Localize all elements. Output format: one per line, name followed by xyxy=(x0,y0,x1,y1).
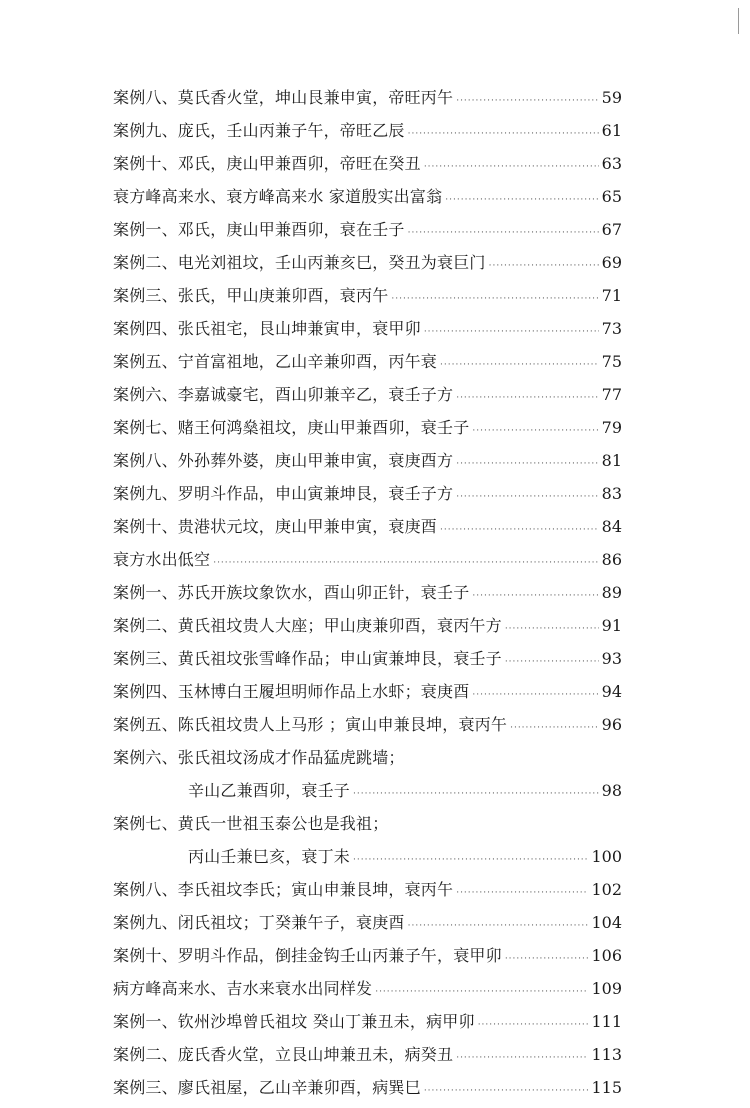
toc-leader-dots xyxy=(456,1053,588,1063)
toc-entry-title: 病方峰高来水、吉水来衰水出同样发 xyxy=(113,979,373,998)
toc-entry-title: 案例八、李氏祖坟李氏；寅山申兼艮坤，衰丙午 xyxy=(113,880,454,899)
toc-page-number: 71 xyxy=(601,286,622,305)
toc-row xyxy=(113,547,622,580)
toc-page-number: 65 xyxy=(601,187,622,206)
toc-leader-dots xyxy=(505,954,589,964)
toc-page-number: 98 xyxy=(601,781,622,800)
toc-leader-dots xyxy=(472,591,598,601)
toc-entry-title: 案例一、邓氏，庚山甲兼酉卯，衰在壬子 xyxy=(113,220,405,239)
toc-entry-title: 案例三、黄氏祖坟张雪峰作品；申山寅兼坤艮，衰壬子 xyxy=(113,649,502,668)
toc-row xyxy=(113,382,622,415)
toc-entry-title: 案例六、李嘉诚豪宅，酉山卯兼辛乙，衰壬子方 xyxy=(113,385,454,404)
toc-page-number: 86 xyxy=(601,550,622,569)
toc-leader-dots xyxy=(456,96,598,106)
page-edge-mark xyxy=(738,8,739,34)
toc-entry-title: 案例五、宁首富祖地，乙山辛兼卯酉，丙午衰 xyxy=(113,352,438,371)
toc-entry-title: 案例五、陈氏祖坟贵人上马形 ；寅山申兼艮坤，衰丙午 xyxy=(113,715,508,734)
toc-page-number: 104 xyxy=(591,913,622,932)
toc-page-number: 93 xyxy=(601,649,622,668)
toc-row xyxy=(113,877,622,910)
toc-page-number: 75 xyxy=(601,352,622,371)
toc-entry-title: 丙山壬兼巳亥，衰丁未 xyxy=(188,847,351,866)
toc-leader-dots xyxy=(510,723,599,733)
toc-page-number: 77 xyxy=(601,385,622,404)
toc-leader-dots xyxy=(505,657,599,667)
toc-entry-title: 案例二、庞氏香火堂，立艮山坤兼丑未，病癸丑 xyxy=(113,1045,454,1064)
toc-entry-title: 案例九、罗明斗作品，申山寅兼坤艮，衰壬子方 xyxy=(113,484,454,503)
toc-row xyxy=(113,679,622,712)
toc-page-number: 61 xyxy=(601,121,622,140)
toc-row xyxy=(113,910,622,943)
toc-entry-title: 案例四、张氏祖宅，艮山坤兼寅申，衰甲卯 xyxy=(113,319,421,338)
toc-row xyxy=(113,283,622,316)
toc-row xyxy=(113,151,622,184)
toc-row xyxy=(113,85,622,118)
toc-page-number: 79 xyxy=(601,418,622,437)
toc-entry-title: 案例一、钦州沙埠曾氏祖坟 癸山丁兼丑未，病甲卯 xyxy=(113,1012,475,1031)
toc-row xyxy=(113,580,622,613)
toc-row-continuation xyxy=(113,844,622,877)
toc-leader-dots xyxy=(353,789,599,799)
toc-row xyxy=(113,811,622,844)
toc-row xyxy=(113,250,622,283)
toc-page-number: 83 xyxy=(601,484,622,503)
toc-row xyxy=(113,448,622,481)
toc-page-number: 111 xyxy=(591,1012,622,1031)
toc-row xyxy=(113,118,622,151)
toc-page-number: 67 xyxy=(601,220,622,239)
toc-page-number: 109 xyxy=(591,979,622,998)
toc-leader-dots xyxy=(424,1086,589,1096)
toc-leader-dots xyxy=(456,459,598,469)
toc-entry-title: 案例十、贵港状元坟，庚山甲兼申寅，衰庚酉 xyxy=(113,517,438,536)
toc-entry-title: 案例十、邓氏，庚山甲兼酉卯，帝旺在癸丑 xyxy=(113,154,421,173)
toc-page-number: 89 xyxy=(601,583,622,602)
toc-entry-title: 案例九、闭氏祖坟；丁癸兼午子，衰庚酉 xyxy=(113,913,405,932)
toc-row xyxy=(113,1009,622,1042)
toc-leader-dots xyxy=(424,162,599,172)
toc-row xyxy=(113,745,622,778)
toc-page-number: 69 xyxy=(601,253,622,272)
toc-entry-title: 案例七、赌王何鸿燊祖坟，庚山甲兼酉卯，衰壬子 xyxy=(113,418,470,437)
toc-entry-title: 案例八、外孙葬外婆，庚山甲兼申寅，衰庚酉方 xyxy=(113,451,454,470)
toc-leader-dots xyxy=(408,129,599,139)
toc-row xyxy=(113,217,622,250)
toc-leader-dots xyxy=(408,921,589,931)
toc-page-number: 102 xyxy=(591,880,622,899)
toc-row xyxy=(113,415,622,448)
toc-page-number: 63 xyxy=(601,154,622,173)
toc-page-number: 115 xyxy=(591,1078,622,1097)
toc-entry-title: 衰方峰高来水、衰方峰高来水 家道殷实出富翁 xyxy=(113,187,443,206)
toc-row xyxy=(113,316,622,349)
toc-entry-title: 案例一、苏氏开族坟象饮水，酉山卯正针，衰壬子 xyxy=(113,583,470,602)
toc-page-number: 96 xyxy=(601,715,622,734)
toc-leader-dots xyxy=(478,1020,589,1030)
toc-page-number: 84 xyxy=(601,517,622,536)
toc-entry-title: 案例三、张氏，甲山庚兼卯酉，衰丙午 xyxy=(113,286,389,305)
toc-leader-dots xyxy=(489,261,599,271)
toc-row xyxy=(113,481,622,514)
toc-leader-dots xyxy=(472,690,598,700)
toc-entry-title: 案例十、罗明斗作品，倒挂金钩壬山丙兼子午，衰甲卯 xyxy=(113,946,502,965)
toc-leader-dots xyxy=(472,426,598,436)
toc-page-number: 73 xyxy=(601,319,622,338)
toc-leader-dots xyxy=(440,360,599,370)
toc-page-number: 59 xyxy=(601,88,622,107)
toc-row xyxy=(113,613,622,646)
toc-leader-dots xyxy=(424,327,599,337)
toc-entry-title: 案例三、廖氏祖屋，乙山辛兼卯酉，病巽巳 xyxy=(113,1078,421,1097)
toc-row xyxy=(113,184,622,217)
toc-leader-dots xyxy=(353,855,588,865)
toc-leader-dots xyxy=(408,228,599,238)
toc-row xyxy=(113,1042,622,1075)
toc-page-number: 106 xyxy=(591,946,622,965)
toc-page-number: 113 xyxy=(591,1045,622,1064)
toc-row-continuation xyxy=(113,778,622,811)
toc-entry-title: 案例六、张氏祖坟汤成才作品猛虎跳墙； xyxy=(113,748,405,767)
toc-page-number: 100 xyxy=(591,847,622,866)
toc-entry-title: 案例七、黄氏一世祖玉泰公也是我祖； xyxy=(113,814,389,833)
toc-page-number: 81 xyxy=(601,451,622,470)
toc-leader-dots xyxy=(456,888,588,898)
toc-leader-dots xyxy=(456,492,598,502)
toc-leader-dots xyxy=(505,624,599,634)
toc-row xyxy=(113,943,622,976)
toc-row xyxy=(113,1075,622,1108)
toc-leader-dots xyxy=(456,393,598,403)
toc-entry-title: 辛山乙兼酉卯，衰壬子 xyxy=(188,781,351,800)
toc-row xyxy=(113,976,622,1009)
toc-entry-title: 案例二、电光刘祖坟，壬山丙兼亥巳，癸丑为衰巨门 xyxy=(113,253,486,272)
table-of-contents xyxy=(113,85,622,1108)
toc-leader-dots xyxy=(440,525,599,535)
toc-page-number: 94 xyxy=(601,682,622,701)
toc-row xyxy=(113,712,622,745)
toc-leader-dots xyxy=(445,195,598,205)
toc-entry-title: 案例二、黄氏祖坟贵人大座；甲山庚兼卯酉，衰丙午方 xyxy=(113,616,502,635)
toc-row xyxy=(113,646,622,679)
toc-entry-title: 案例九、庞氏，壬山丙兼子午，帝旺乙辰 xyxy=(113,121,405,140)
toc-leader-dots xyxy=(391,294,598,304)
toc-entry-title: 案例四、玉林博白王履坦明师作品上水虾；衰庚酉 xyxy=(113,682,470,701)
toc-entry-title: 案例八、莫氏香火堂，坤山艮兼申寅，帝旺丙午 xyxy=(113,88,454,107)
toc-entry-title: 衰方水出低空 xyxy=(113,550,211,569)
toc-row xyxy=(113,349,622,382)
toc-leader-dots xyxy=(213,558,598,568)
toc-leader-dots xyxy=(375,987,588,997)
toc-row xyxy=(113,514,622,547)
toc-page-number: 91 xyxy=(601,616,622,635)
